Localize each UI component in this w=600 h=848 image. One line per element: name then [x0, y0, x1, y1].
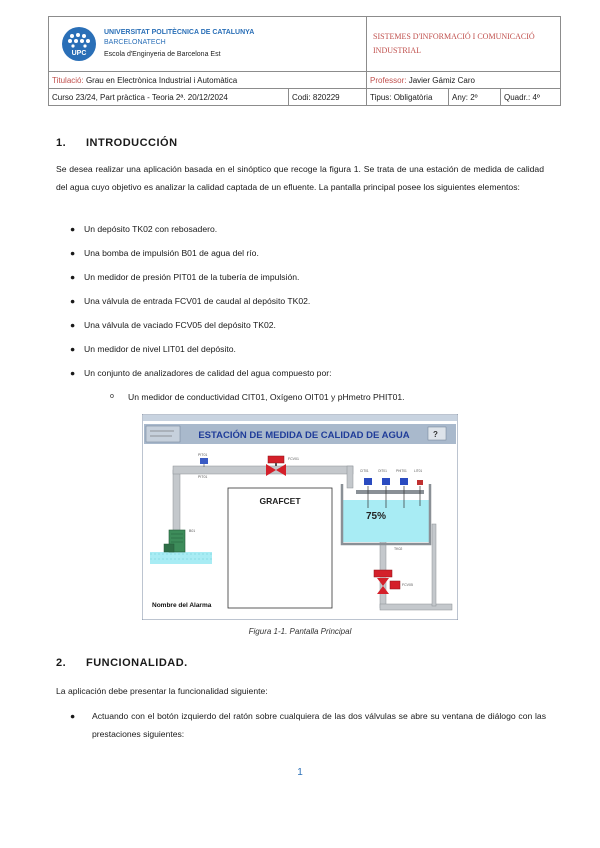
- tag-label: FCV05: [402, 583, 413, 587]
- overflow-pipe: [432, 524, 436, 606]
- professor-label: Professor:: [370, 75, 407, 85]
- tag-label: TK02: [394, 547, 403, 551]
- school-name: Escola d'Enginyeria de Barcelona Est: [104, 51, 221, 58]
- curso-cell: Curso 23/24, Part pràctica - Teoria 2ª. 20/12/2024: [49, 89, 289, 106]
- svg-text:UPC: UPC: [71, 50, 87, 57]
- alarm-name-label: Nombre del Alarma: [152, 602, 212, 609]
- quadr-cell: Quadr.: 4º: [501, 89, 561, 106]
- titulacio-cell: [49, 72, 367, 89]
- section2-number: 2.: [56, 657, 67, 669]
- codi-cell: Codi: 820229: [289, 89, 367, 106]
- tag-label: FCV01: [288, 457, 299, 461]
- section1-title: INTRODUCCIÓN: [86, 137, 178, 149]
- professor-value: Javier Gámiz Caro: [408, 75, 475, 85]
- screen-title: ESTACIÓN DE MEDIDA DE CALIDAD DE AGUA: [198, 430, 410, 441]
- help-icon: ?: [433, 430, 438, 439]
- upc-logo: [62, 27, 96, 61]
- section1-number: 1.: [56, 137, 67, 149]
- tipus-cell: Tipus: Obligatòria: [367, 89, 449, 106]
- professor-cell: [367, 72, 561, 89]
- page-number: 1: [297, 767, 303, 778]
- analyzer-rack: [356, 490, 424, 494]
- section1-heading: [56, 137, 178, 149]
- grafcet-panel[interactable]: [228, 488, 332, 608]
- university-name: UNIVERSITAT POLITÈCNICA DE CATALUNYA: [104, 29, 255, 36]
- tank-level-value: 75%: [365, 511, 387, 522]
- titulacio-value: Grau en Electrònica Industrial i Automàtica: [85, 75, 238, 85]
- tag-label: LIT01: [414, 469, 423, 473]
- figure-caption: Figura 1-1. Pantalla Principal: [248, 627, 352, 636]
- course-title: SISTEMES D'INFORMACIÓ I COMUNICACIÓ INDUSTRIAL: [367, 17, 561, 72]
- titulacio-label: Titulació:: [52, 75, 84, 85]
- tag-label: PIT01: [198, 453, 208, 457]
- tag-label: CIT01: [360, 469, 369, 473]
- nav-button[interactable]: [146, 426, 180, 442]
- institution-cell: [49, 17, 367, 72]
- main-screen-figure: [142, 414, 458, 620]
- university-subname: BARCELONATECH: [104, 39, 166, 46]
- any-cell: Any: 2º: [449, 89, 501, 106]
- list-item: ● Actuando con el botón izquierdo del ratón sobre cualquiera de las dos válvulas se abre su ventana de diálogo con las prestaciones siguientes:: [70, 711, 546, 739]
- tag-label: PIT01: [198, 475, 208, 479]
- window-frame: [143, 415, 457, 421]
- section2-title: FUNCIONALIDAD.: [86, 657, 188, 669]
- tag-label: PHIT01: [396, 469, 407, 473]
- section2-heading: [56, 657, 188, 669]
- section1-intro: Se desea realizar una aplicación basada en el sinóptico que recoge la figura 1. Se trata de una estación de medida de calidad del agua cuyo objetivo es analizar la calidad captada de un efluente. La pantalla principal posee los siguientes elementos:: [56, 164, 544, 192]
- tag-label: OIT01: [378, 469, 387, 473]
- tag-label: B01: [189, 529, 196, 533]
- document-header: [48, 16, 561, 106]
- section2-intro: La aplicación debe presentar la funcionalidad siguiente:: [56, 686, 268, 696]
- grafcet-label: GRAFCET: [259, 496, 301, 506]
